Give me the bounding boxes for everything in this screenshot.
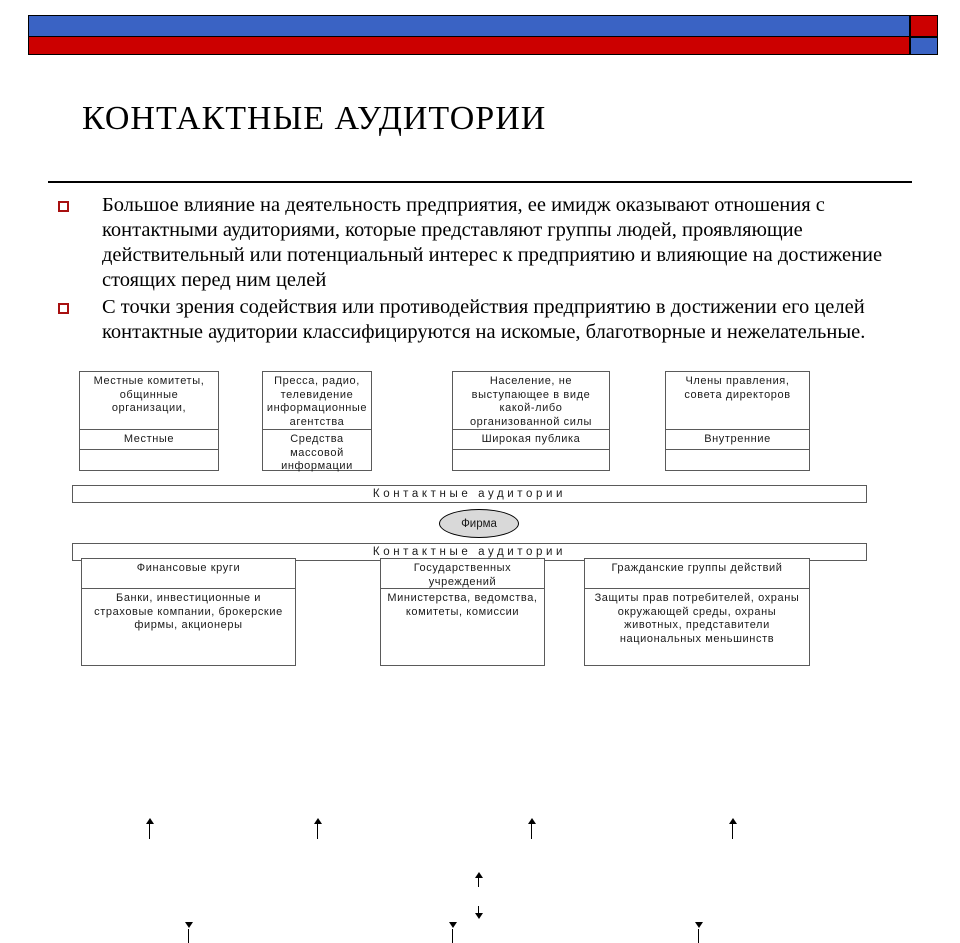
box-label-text: Широкая публика [453, 430, 609, 450]
arrow-stem-firm-up [478, 877, 479, 887]
box-detail-text: Члены правления, совета директоров [666, 372, 809, 430]
box-arrow-slot [80, 450, 218, 470]
list-item [58, 193, 918, 293]
diagram-box-mass-media [262, 371, 372, 471]
box-detail-text: Защиты прав потребителей, охраны окружающей среды, охраны животных, представители национальных меньшинств [594, 592, 800, 645]
firm-node-label: Фирма [461, 518, 497, 530]
arrow-stem-up-local [149, 823, 150, 839]
box-arrow-slot [453, 450, 609, 470]
firm-node [439, 509, 519, 538]
diagram-box-general-public [452, 371, 610, 471]
diagram-box-internal [665, 371, 810, 471]
arrow-head-up-media [314, 818, 322, 824]
decorative-header-band [28, 15, 938, 55]
square-bullet-icon [58, 303, 69, 314]
arrow-head-up-public [528, 818, 536, 824]
page-title: КОНТАКТНЫЕ АУДИТОРИИ [82, 100, 547, 137]
arrow-head-down-firm [475, 913, 483, 919]
contact-audiences-bar-top: Контактные аудитории [72, 485, 867, 503]
diagram-box-government-agencies [380, 558, 545, 666]
arrow-stem-down-civic [698, 929, 699, 943]
arrow-head-up-firm [475, 872, 483, 878]
diagram-box-local-committees [79, 371, 219, 471]
box-label-text: Государственных учреждений [381, 559, 544, 589]
arrow-head-up-local [146, 818, 154, 824]
diagram-box-civic-action-groups [584, 558, 810, 666]
box-arrow-slot [666, 450, 809, 470]
arrow-stem-up-internal [732, 823, 733, 839]
box-detail-text: Министерства, ведомства, комитеты, комиссии [387, 592, 538, 618]
arrow-stem-up-public [531, 823, 532, 839]
contact-audiences-bar-bottom: Контактные аудитории [72, 543, 867, 561]
diagram-box-financial-circles [81, 558, 296, 666]
box-detail-text: Население, не выступающее в виде какой-либо организованной силы [453, 372, 609, 430]
list-item [58, 295, 918, 345]
header-blue-band [28, 15, 910, 37]
title-divider-rule [48, 181, 912, 183]
box-detail-text: Пресса, радио, телевидение информационные агентства [263, 372, 371, 430]
arrow-head-up-internal [729, 818, 737, 824]
box-label-text: Внутренние [666, 430, 809, 450]
header-corner-square-blue [910, 37, 938, 55]
box-detail-text: Банки, инвестиционные и страховые компании, брокерские фирмы, акционеры [94, 592, 283, 631]
bullet-text: С точки зрения содействия или противодействия предприятию в достижении его целей контактные аудитории классифицируются на искомые, благотворные и нежелательные. [102, 296, 866, 343]
arrow-stem-up-media [317, 823, 318, 839]
box-detail-text: Местные комитеты, общинные организации, [80, 372, 218, 430]
arrow-stem-down-financial [188, 929, 189, 943]
header-red-band [28, 37, 910, 55]
arrow-head-down-financial [185, 922, 193, 928]
contact-audiences-diagram [0, 368, 960, 688]
box-label-text: Финансовые круги [82, 559, 295, 589]
bullet-text: Большое влияние на деятельность предприятия, ее имидж оказывают отношения с контактными аудиториями, которые представляют группы людей, проявляющие действительный или потенциальный интерес к предприятию и влияющие на достижение стоящих перед ним целей [102, 194, 883, 291]
box-label-text: Гражданские группы действий [585, 559, 809, 589]
arrow-head-down-civic [695, 922, 703, 928]
header-corner-square-red [910, 15, 938, 37]
square-bullet-icon [58, 201, 69, 212]
bullet-list [58, 193, 918, 347]
arrow-head-down-government [449, 922, 457, 928]
arrow-stem-down-government [452, 929, 453, 943]
box-label-text: Местные [80, 430, 218, 450]
box-label-text: Средства массовой информации [281, 433, 353, 472]
